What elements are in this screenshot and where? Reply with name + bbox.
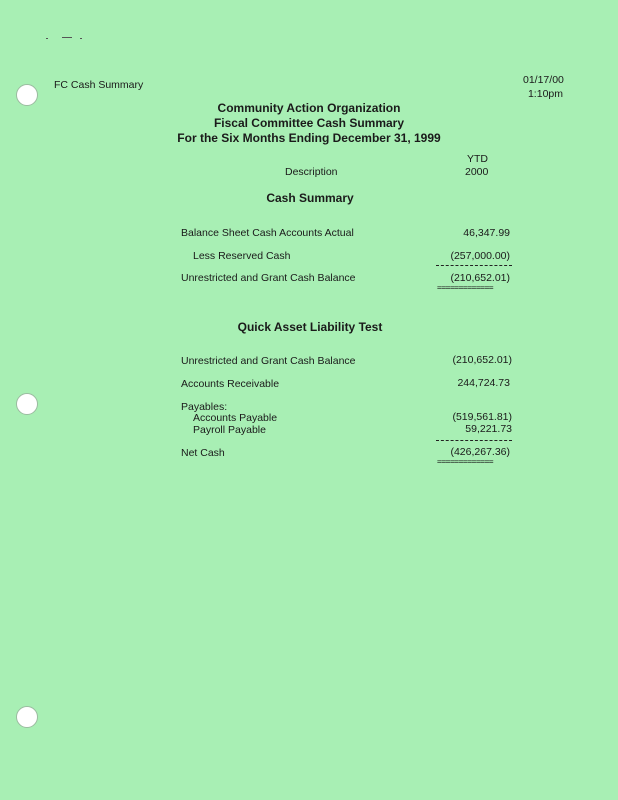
binder-hole-middle (16, 393, 38, 415)
row-label-unrestricted-cash: Unrestricted and Grant Cash Balance (181, 272, 356, 284)
row-value-payroll-payable: 59,221.73 (465, 423, 512, 435)
row-label-balance-sheet-cash: Balance Sheet Cash Accounts Actual (181, 227, 354, 239)
scan-speck (46, 38, 48, 39)
row-value-balance-sheet-cash: 46,347.99 (463, 227, 510, 239)
binder-hole-bottom (16, 706, 38, 728)
row-label-accounts-receivable: Accounts Receivable (181, 378, 280, 390)
scan-speck (62, 37, 72, 38)
organization-title: Community Action Organization (217, 101, 401, 115)
report-date: 01/17/00 (523, 74, 564, 86)
row-value-unrestricted-cash: (210,652.01) (450, 272, 510, 284)
payables-label: Payables: (181, 401, 228, 413)
report-time: 1:10pm (527, 88, 563, 100)
report-name: FC Cash Summary (54, 79, 144, 91)
subtotal-rule (436, 265, 512, 266)
row-value-accounts-receivable: 244,724.73 (457, 377, 510, 389)
period-title: For the Six Months Ending December 31, 1999 (177, 131, 441, 145)
column-header-year: 2000 (465, 166, 489, 178)
row-label-less-reserved-cash: Less Reserved Cash (193, 250, 291, 262)
scan-speck (80, 38, 82, 39)
total-double-rule: ============= (437, 283, 494, 292)
row-label-net-cash: Net Cash (181, 447, 225, 459)
column-header-description: Description (285, 166, 338, 178)
row-value-accounts-payable: (519,561.81) (452, 411, 512, 423)
quick-test-heading: Quick Asset Liability Test (237, 320, 383, 334)
row-value-unrestricted-cash-2: (210,652.01) (452, 354, 512, 366)
column-header-ytd: YTD (467, 153, 488, 165)
net-cash-double-rule: ============= (437, 457, 494, 466)
report-title: Fiscal Committee Cash Summary (213, 116, 405, 130)
row-label-payroll-payable: Payroll Payable (193, 424, 266, 436)
cash-summary-heading: Cash Summary (266, 191, 354, 205)
row-value-net-cash: (426,267.36) (450, 446, 510, 458)
row-label-unrestricted-cash-2: Unrestricted and Grant Cash Balance (181, 355, 356, 367)
row-label-accounts-payable: Accounts Payable (193, 412, 278, 424)
subtotal-rule-2 (436, 440, 512, 441)
row-value-less-reserved-cash: (257,000.00) (450, 250, 510, 262)
